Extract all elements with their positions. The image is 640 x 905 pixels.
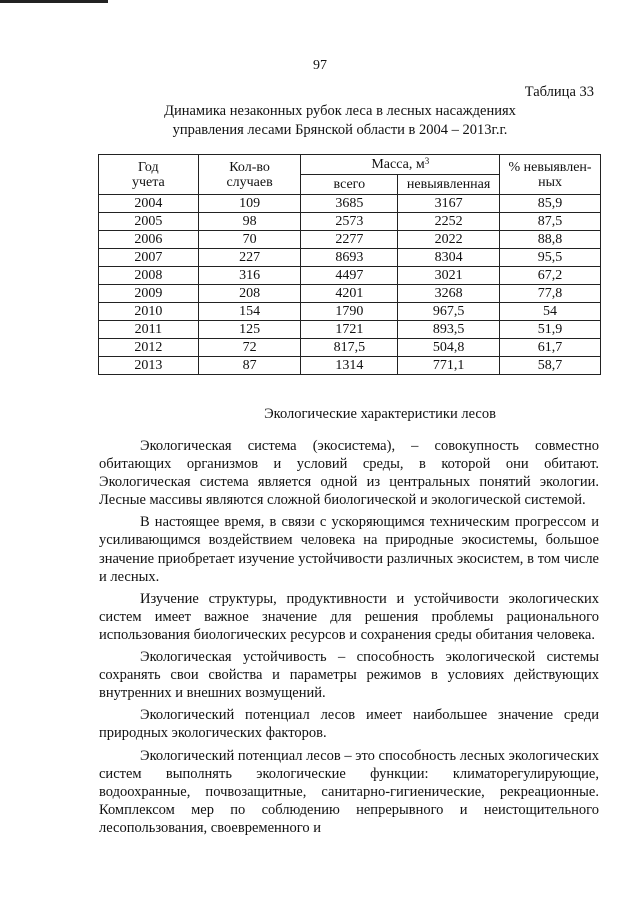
paragraph: Экологическая устойчивость – способность экологической системы сохранять свои свойства и параметры режимов в условиях действующих внутренних и внешних возмущений. [99, 649, 599, 702]
table-row [99, 267, 601, 285]
caption-line-1: Динамика незаконных рубок леса в лесных насаждениях [164, 103, 516, 119]
cell-cases: 87 [198, 357, 301, 375]
cell-year: 2011 [99, 321, 199, 339]
cell-undetected: 771,1 [398, 357, 500, 375]
caption-line-2: управления лесами Брянской области в 2004 – 2013г.г. [172, 122, 508, 138]
cell-cases: 109 [198, 195, 301, 213]
table-caption [90, 102, 590, 140]
cell-year: 2012 [99, 339, 199, 357]
table-row [99, 213, 601, 231]
cell-percent: 95,5 [500, 249, 601, 267]
scan-edge-mark [0, 0, 108, 3]
cell-percent: 85,9 [500, 195, 601, 213]
logging-data-table [98, 154, 601, 375]
cell-undetected: 967,5 [398, 303, 500, 321]
cell-cases: 227 [198, 249, 301, 267]
cell-percent: 51,9 [500, 321, 601, 339]
cell-total: 2277 [301, 231, 398, 249]
table-body [99, 195, 601, 375]
cell-cases: 70 [198, 231, 301, 249]
cell-year: 2010 [99, 303, 199, 321]
cell-total: 1314 [301, 357, 398, 375]
cell-undetected: 3167 [398, 195, 500, 213]
table-row [99, 249, 601, 267]
cell-total: 817,5 [301, 339, 398, 357]
header-year-line2: учета [131, 174, 165, 190]
cell-year: 2009 [99, 285, 199, 303]
section-title: Экологические характеристики лесов [264, 406, 496, 422]
cell-percent: 54 [500, 303, 601, 321]
cell-undetected: 3021 [398, 267, 500, 285]
header-cases-line2: случаев [226, 174, 273, 190]
table-row [99, 339, 601, 357]
header-mass-superscript: 3 [424, 156, 430, 166]
cell-year: 2004 [99, 195, 199, 213]
body-text [99, 437, 599, 841]
header-year [99, 155, 199, 195]
cell-undetected: 2252 [398, 213, 500, 231]
paragraph: Экологическая система (экосистема), – совокупность совместно обитающих организмов и условий среды, в которой они обитают. Экологическая система является одной из центральных понятий экологии. Лесные массивы являются сложной биологической и экологической системой. [99, 438, 599, 509]
cell-year: 2007 [99, 249, 199, 267]
cell-cases: 98 [198, 213, 301, 231]
cell-total: 3685 [301, 195, 398, 213]
cell-total: 1790 [301, 303, 398, 321]
table-row [99, 303, 601, 321]
cell-year: 2006 [99, 231, 199, 249]
cell-percent: 77,8 [500, 285, 601, 303]
cell-percent: 58,7 [500, 357, 601, 375]
page-number: 97 [313, 58, 327, 73]
cell-cases: 125 [198, 321, 301, 339]
cell-percent: 61,7 [500, 339, 601, 357]
cell-total: 2573 [301, 213, 398, 231]
cell-cases: 208 [198, 285, 301, 303]
cell-total: 4201 [301, 285, 398, 303]
header-percent-line1: % невыявлен- [508, 159, 592, 175]
cell-year: 2005 [99, 213, 199, 231]
cell-year: 2013 [99, 357, 199, 375]
paragraph: В настоящее время, в связи с ускоряющимся техническим прогрессом и усиливающимся воздействием человека на природные экосистемы, большое значение приобретает изучение устойчивости различных экосистем, в том числе и лесных. [99, 514, 599, 585]
table-label: Таблица 33 [524, 84, 594, 100]
paragraph: Экологический потенциал лесов имеет наибольшее значение среди природных экологических факторов. [99, 707, 599, 742]
paragraph: Экологический потенциал лесов – это способность лесных экологических систем выполнять экологические функции: климатoрегулирующие, водоохранные, почвозащитные, санитарно-гигиенические, рекреационные. Комплексом мер по соблюдению непрерывного и неистощительного лесопользования, своевременного и [99, 747, 599, 836]
cell-undetected: 2022 [398, 231, 500, 249]
header-mass-text: Масса, м [371, 157, 425, 172]
cell-undetected: 504,8 [398, 339, 500, 357]
table-row [99, 285, 601, 303]
cell-total: 1721 [301, 321, 398, 339]
table-row [99, 231, 601, 249]
cell-percent: 87,5 [500, 213, 601, 231]
cell-undetected: 8304 [398, 249, 500, 267]
table-row [99, 195, 601, 213]
paragraph: Изучение структуры, продуктивности и устойчивости экологических систем имеет важное значение для решения проблемы рационального использования биологических ресурсов и сохранения среды обитания человека. [99, 590, 599, 643]
cell-total: 4497 [301, 267, 398, 285]
table-row [99, 357, 601, 375]
header-percent-line2: ных [538, 174, 562, 190]
cell-cases: 316 [198, 267, 301, 285]
header-mass [301, 155, 500, 175]
cell-undetected: 893,5 [398, 321, 500, 339]
header-total: всего [301, 175, 398, 195]
cell-percent: 67,2 [500, 267, 601, 285]
cell-total: 8693 [301, 249, 398, 267]
header-percent [500, 155, 601, 195]
header-cases [198, 155, 301, 195]
cell-cases: 72 [198, 339, 301, 357]
cell-cases: 154 [198, 303, 301, 321]
header-year-line1: Год [138, 159, 159, 175]
cell-percent: 88,8 [500, 231, 601, 249]
cell-year: 2008 [99, 267, 199, 285]
header-undetected: невыявленная [398, 175, 500, 195]
cell-undetected: 3268 [398, 285, 500, 303]
header-cases-line1: Кол-во [229, 159, 270, 175]
table-row [99, 321, 601, 339]
